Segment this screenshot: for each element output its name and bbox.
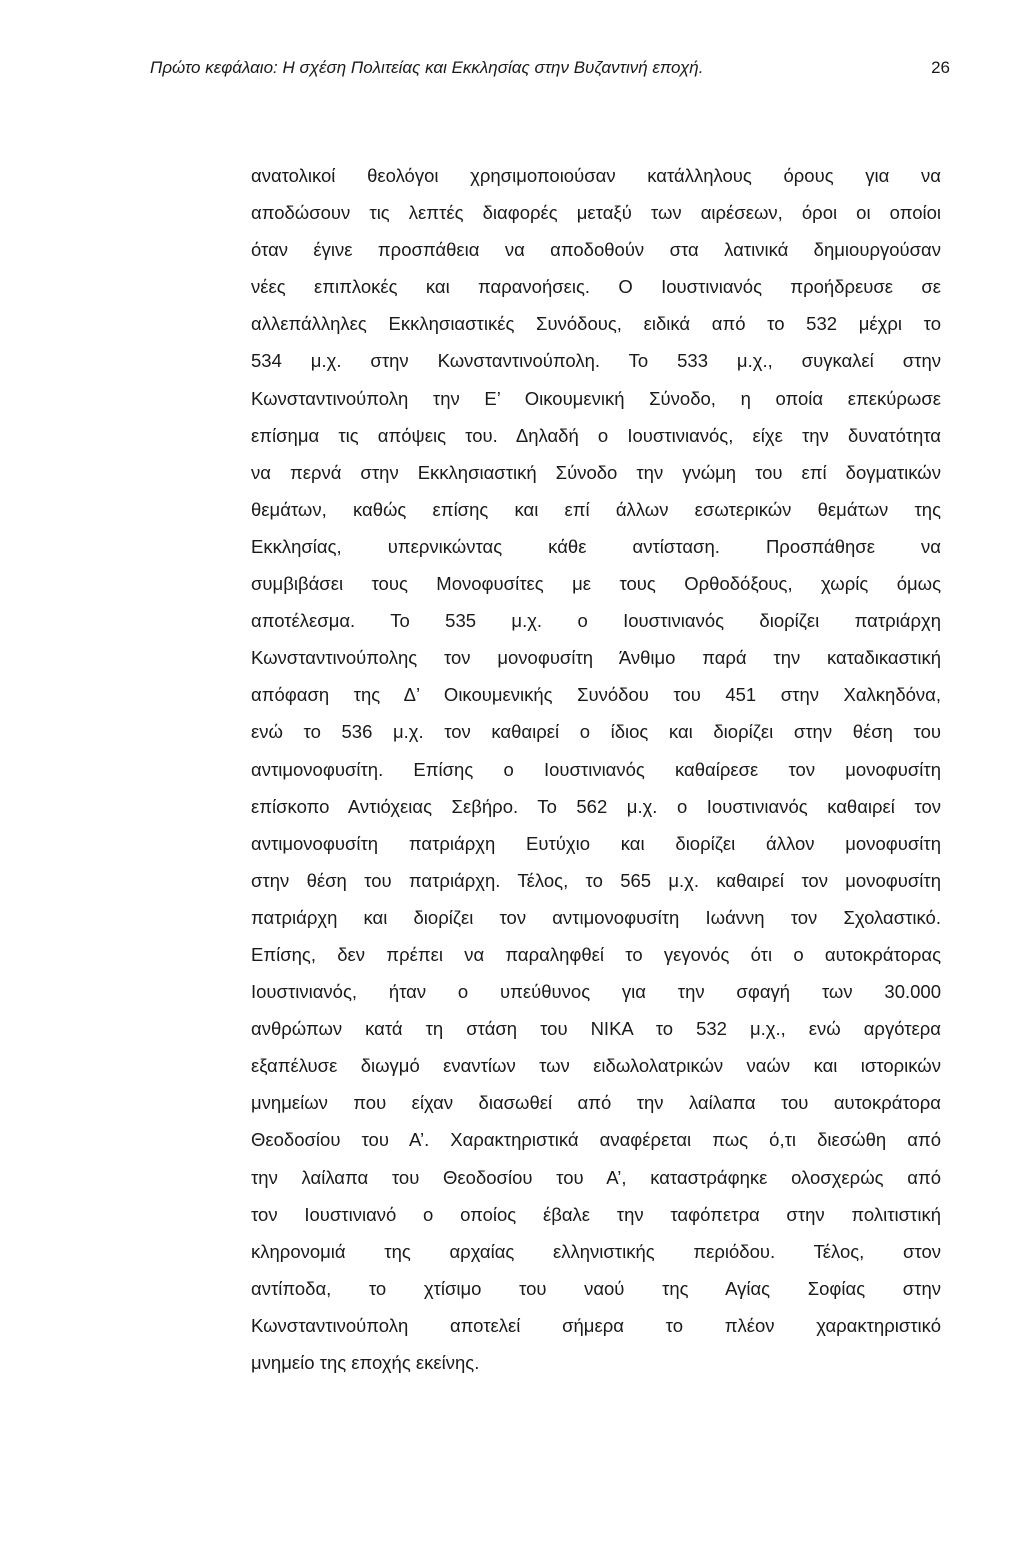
text-line: νέες επιπλοκές και παρανοήσεις. Ο Ιουστινιανός προήδρευσε σε <box>251 276 941 298</box>
text-line: Κωνσταντινούπολη την Ε’ Οικουμενική Σύνοδο, η οποία επεκύρωσε <box>251 387 941 409</box>
text-line: ανατολικοί θεολόγοι χρησιμοποιούσαν κατάλληλους όρους για να <box>251 165 941 186</box>
text-line: αποτέλεσμα. Το 535 μ.χ. ο Ιουστινιανός διορίζει πατριάρχη <box>251 610 941 632</box>
text-line: επίσκοπο Αντιόχειας Σεβήρο. Το 562 μ.χ. ο Ιουστινιανός καθαιρεί τον <box>251 795 941 817</box>
body-paragraph <box>251 167 941 1391</box>
text-line: Κωνσταντινούπολη αποτελεί σήμερα το πλέον χαρακτηριστικό <box>251 1314 941 1336</box>
text-line: εξαπέλυσε διωγμό εναντίων των ειδωλολατρικών ναών και ιστορικών <box>251 1055 941 1077</box>
text-line: θεμάτων, καθώς επίσης και επί άλλων εσωτερικών θεμάτων της <box>251 498 941 520</box>
text-line: να περνά στην Εκκλησιαστική Σύνοδο την γνώμη του επί δογματικών <box>251 461 941 483</box>
text-line: Επίσης, δεν πρέπει να παραληφθεί το γεγονός ότι ο αυτοκράτορας <box>251 943 941 965</box>
page-header <box>150 58 950 88</box>
text-line: μνημείο της εποχής εκείνης. <box>251 1352 480 1373</box>
text-line: αντίποδα, το χτίσιμο του ναού της Αγίας Σοφίας στην <box>251 1277 941 1299</box>
page-number: 26 <box>931 58 950 77</box>
text-line: μνημείων που είχαν διασωθεί από την λαίλαπα του αυτοκράτορα <box>251 1092 941 1114</box>
text-line: ανθρώπων κατά τη στάση του ΝΙΚΑ το 532 μ.χ., ενώ αργότερα <box>251 1018 941 1040</box>
text-line: την λαίλαπα του Θεοδοσίου του Α’, καταστράφηκε ολοσχερώς από <box>251 1166 941 1188</box>
text-line: συμβιβάσει τους Μονοφυσίτες με τους Ορθοδόξους, χωρίς όμως <box>251 573 941 595</box>
text-line: απόφαση της Δ’ Οικουμενικής Συνόδου του 451 στην Χαλκηδόνα, <box>251 684 941 706</box>
text-line: 534 μ.χ. στην Κωνσταντινούπολη. Το 533 μ.χ., συγκαλεί στην <box>251 350 941 372</box>
text-line: Εκκλησίας, υπερνικώντας κάθε αντίσταση. Προσπάθησε να <box>251 535 941 557</box>
chapter-title: Πρώτο κεφάλαιο: Η σχέση Πολιτείας και Εκκλησίας στην Βυζαντινή εποχή. <box>150 58 704 77</box>
text-line: τον Ιουστινιανό ο οποίος έβαλε την ταφόπετρα στην πολιτιστική <box>251 1203 941 1225</box>
text-line: αντιμονοφυσίτη. Επίσης ο Ιουστινιανός καθαίρεσε τον μονοφυσίτη <box>251 758 941 780</box>
text-line: ενώ το 536 μ.χ. τον καθαιρεί ο ίδιος και διορίζει στην θέση του <box>251 721 941 743</box>
text-line: πατριάρχη και διορίζει τον αντιμονοφυσίτη Ιωάννη τον Σχολαστικό. <box>251 906 941 928</box>
text-line: αποδώσουν τις λεπτές διαφορές μεταξύ των αιρέσεων, όροι οι οποίοι <box>251 202 941 224</box>
text-line: αντιμονοφυσίτη πατριάρχη Ευτύχιο και διορίζει άλλον μονοφυσίτη <box>251 832 941 854</box>
text-line: Ιουστινιανός, ήταν ο υπεύθυνος για την σφαγή των 30.000 <box>251 981 941 1003</box>
text-line: Θεοδοσίου του Α’. Χαρακτηριστικά αναφέρεται πως ό,τι διεσώθη από <box>251 1129 941 1151</box>
text-line: κληρονομιά της αρχαίας ελληνιστικής περιόδου. Τέλος, στον <box>251 1240 941 1262</box>
text-line: επίσημα τις απόψεις του. Δηλαδή ο Ιουστινιανός, είχε την δυνατότητα <box>251 424 941 446</box>
text-line: αλλεπάλληλες Εκκλησιαστικές Συνόδους, ειδικά από το 532 μέχρι το <box>251 313 941 335</box>
text-line: στην θέση του πατριάρχη. Τέλος, το 565 μ.χ. καθαιρεί τον μονοφυσίτη <box>251 869 941 891</box>
text-line: όταν έγινε προσπάθεια να αποδοθούν στα λατινικά δημιουργούσαν <box>251 239 941 261</box>
text-line: Κωνσταντινούπολης τον μονοφυσίτη Άνθιμο παρά την καταδικαστική <box>251 647 941 669</box>
